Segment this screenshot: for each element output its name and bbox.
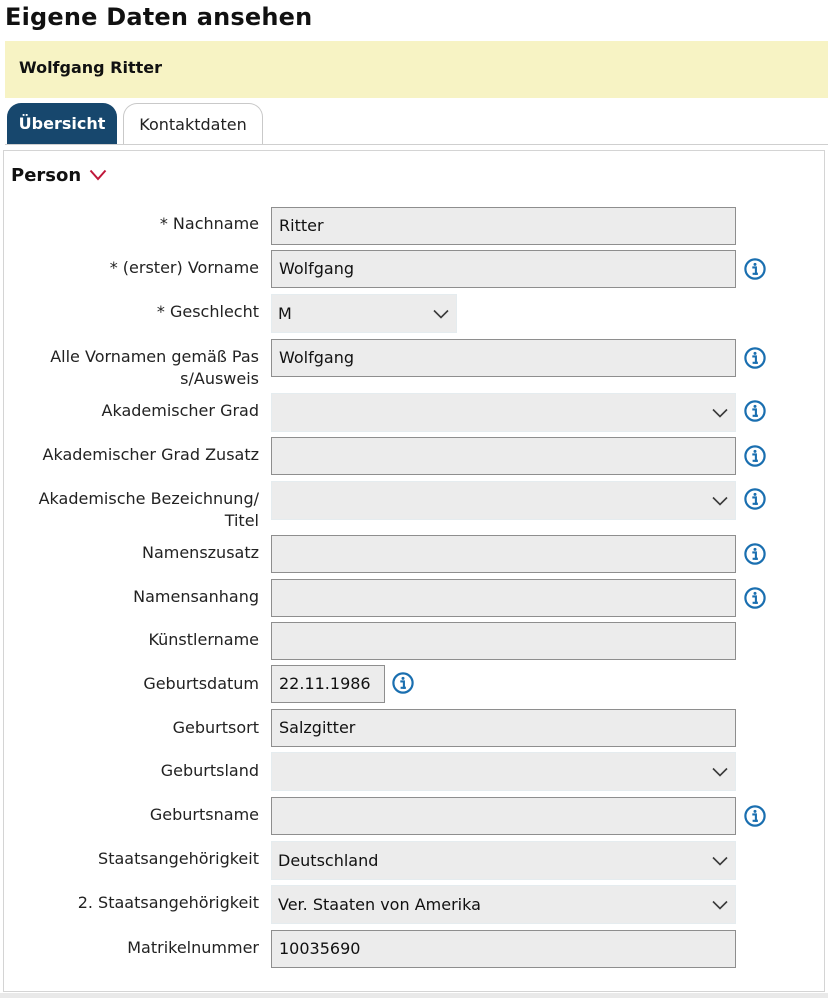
label-akad-grad-zusatz: Akademischer Grad Zusatz [42,445,259,464]
label-namenszusatz: Namenszusatz [141,543,259,562]
chevron-down-icon [712,496,728,506]
label-geburtsland: Geburtsland [160,761,259,780]
label-alle-vornamen-1: Alle Vornamen gemäß Pas [50,347,259,366]
label-geburtsname: Geburtsname [149,805,259,824]
chevron-down-icon [89,169,107,181]
geschlecht-value: M [278,304,292,323]
label-geschlecht: * Geschlecht [156,302,259,321]
matrikelnummer-field[interactable]: 10035690 [271,930,736,968]
chevron-down-icon [712,408,728,418]
info-icon[interactable] [392,672,414,694]
chevron-down-icon [433,309,449,319]
info-icon[interactable] [744,587,766,609]
staatsangehoerigkeit-2-value: Ver. Staaten von Amerika [278,895,481,914]
info-icon[interactable] [744,347,766,369]
namenszusatz-field[interactable] [271,535,736,573]
info-icon[interactable] [744,400,766,422]
label-alle-vornamen-2: s/Ausweis [180,369,259,388]
label-staatsangehoerigkeit: Staatsangehörigkeit [98,849,259,868]
chevron-down-icon [712,900,728,910]
label-matrikelnummer: Matrikelnummer [127,938,259,957]
akad-bezeichnung-select[interactable] [271,481,736,520]
label-akad-bezeichnung-1: Akademische Bezeichnung/ [38,489,259,508]
alle-vornamen-field[interactable]: Wolfgang [271,339,736,377]
info-icon[interactable] [744,543,766,565]
tab-divider [5,144,828,145]
geschlecht-select[interactable] [271,294,457,333]
label-akad-bezeichnung-2: Titel [224,511,259,530]
label-namensanhang: Namensanhang [133,587,259,606]
staatsangehoerigkeit-2-select[interactable] [271,885,736,924]
section-title: Person [11,164,82,186]
info-icon[interactable] [744,258,766,280]
label-staatsangehoerigkeit-2: 2. Staatsangehörigkeit [77,893,259,912]
label-nachname: * Nachname [159,214,259,233]
geburtsname-field[interactable] [271,797,736,835]
nachname-field[interactable]: Ritter [271,207,736,245]
label-vorname: * (erster) Vorname [109,258,259,277]
label-geburtsdatum: Geburtsdatum [143,674,259,693]
akad-grad-select[interactable] [271,393,736,432]
person-name-banner [5,41,828,98]
info-icon[interactable] [744,488,766,510]
section-person-toggle[interactable] [11,163,107,187]
staatsangehoerigkeit-value: Deutschland [278,851,379,870]
staatsangehoerigkeit-select[interactable] [271,841,736,880]
kuenstlername-field[interactable] [271,622,736,660]
chevron-down-icon [712,767,728,777]
geburtsland-select[interactable] [271,752,736,791]
label-kuenstlername: Künstlername [148,630,259,649]
namensanhang-field[interactable] [271,579,736,617]
tab-overview[interactable]: Übersicht [7,103,117,144]
akad-grad-zusatz-field[interactable] [271,437,736,475]
info-icon[interactable] [744,805,766,827]
chevron-down-icon [712,856,728,866]
label-geburtsort: Geburtsort [172,718,259,737]
geburtsdatum-field[interactable]: 22.11.1986 [271,665,385,703]
person-name: Wolfgang Ritter [19,58,163,77]
tab-contact[interactable]: Kontaktdaten [123,103,263,144]
vorname-field[interactable]: Wolfgang [271,250,736,288]
geburtsort-field[interactable]: Salzgitter [271,709,736,747]
info-icon[interactable] [744,445,766,467]
label-akad-grad: Akademischer Grad [101,401,259,420]
page-title: Eigene Daten ansehen [5,3,313,31]
bottom-bar [0,993,828,998]
